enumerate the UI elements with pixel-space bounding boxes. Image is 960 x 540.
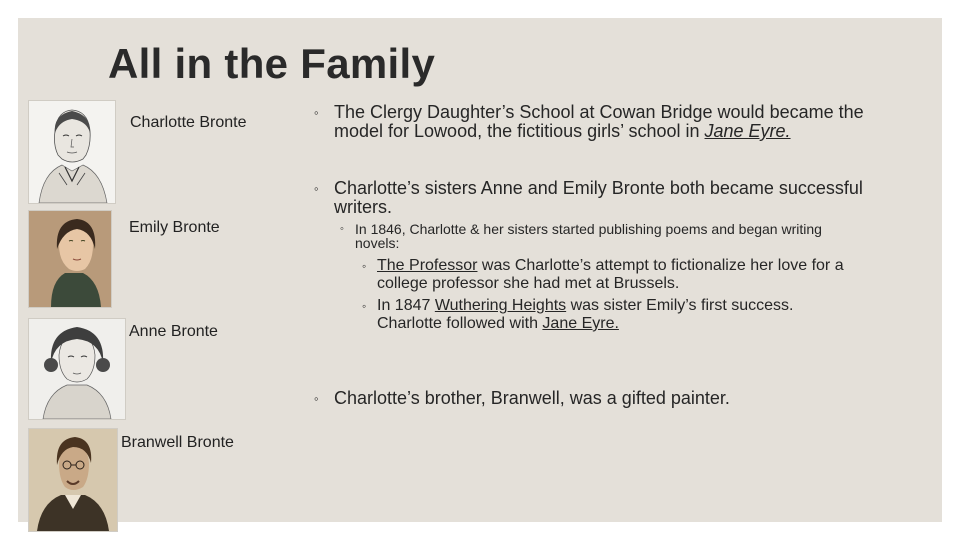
bullet-line: Charlotte’s brother, Branwell, was a gifted painter.: [334, 388, 730, 408]
book-title-wuthering-heights: Wuthering Heights: [434, 297, 567, 314]
bullet-wuthering-heights: [362, 297, 932, 333]
bullet-line: writers.: [334, 197, 392, 217]
bullet-line: model for Lowood, the fictitious girls’ school in Jane Eyre.: [334, 121, 791, 141]
bullet-cowan-bridge: [314, 103, 934, 141]
person-name-anne: Anne Bronte: [129, 323, 218, 340]
person-name-emily: Emily Bronte: [129, 219, 220, 236]
bullet-line: Charlotte’s sisters Anne and Emily Bronte both became successful: [334, 178, 863, 198]
bullet-marker: ◦: [340, 223, 344, 235]
bullet-1846-publishing: [340, 222, 930, 250]
bullet-line: Charlotte followed with Jane Eyre.: [377, 315, 619, 332]
bullet-line: The Professor was Charlotte’s attempt to fictionalize her love for a: [377, 257, 844, 274]
bullet-line: The Clergy Daughter’s School at Cowan Bridge would became the: [334, 102, 864, 122]
bullet-marker: ◦: [362, 299, 367, 313]
branwell-portrait: [28, 428, 118, 532]
slide-title: All in the Family: [108, 40, 436, 87]
bullet-branwell-painter: [314, 389, 934, 408]
bullet-marker: ◦: [314, 181, 319, 196]
bullet-marker: ◦: [362, 259, 367, 273]
bullet-sisters-writers: [314, 179, 934, 217]
bullet-marker: ◦: [314, 105, 319, 120]
bullet-marker: ◦: [314, 391, 319, 406]
bullet-line: novels:: [355, 235, 400, 251]
anne-portrait: [28, 318, 126, 420]
person-name-charlotte: Charlotte Bronte: [130, 114, 247, 131]
bullet-line: college professor she had met at Brussels.: [377, 275, 680, 292]
book-title-jane-eyre: Jane Eyre.: [704, 121, 791, 141]
charlotte-portrait: [28, 100, 116, 204]
bullet-the-professor: [362, 257, 932, 293]
bullet-line: In 1847 Wuthering Heights was sister Emily’s first success.: [377, 297, 794, 314]
bullet-line: In 1846, Charlotte & her sisters started publishing poems and began writing: [355, 221, 822, 237]
person-name-branwell: Branwell Bronte: [121, 434, 234, 451]
book-title-jane-eyre: Jane Eyre.: [542, 315, 619, 332]
book-title-the-professor: The Professor: [377, 257, 478, 274]
emily-portrait: [28, 210, 112, 308]
